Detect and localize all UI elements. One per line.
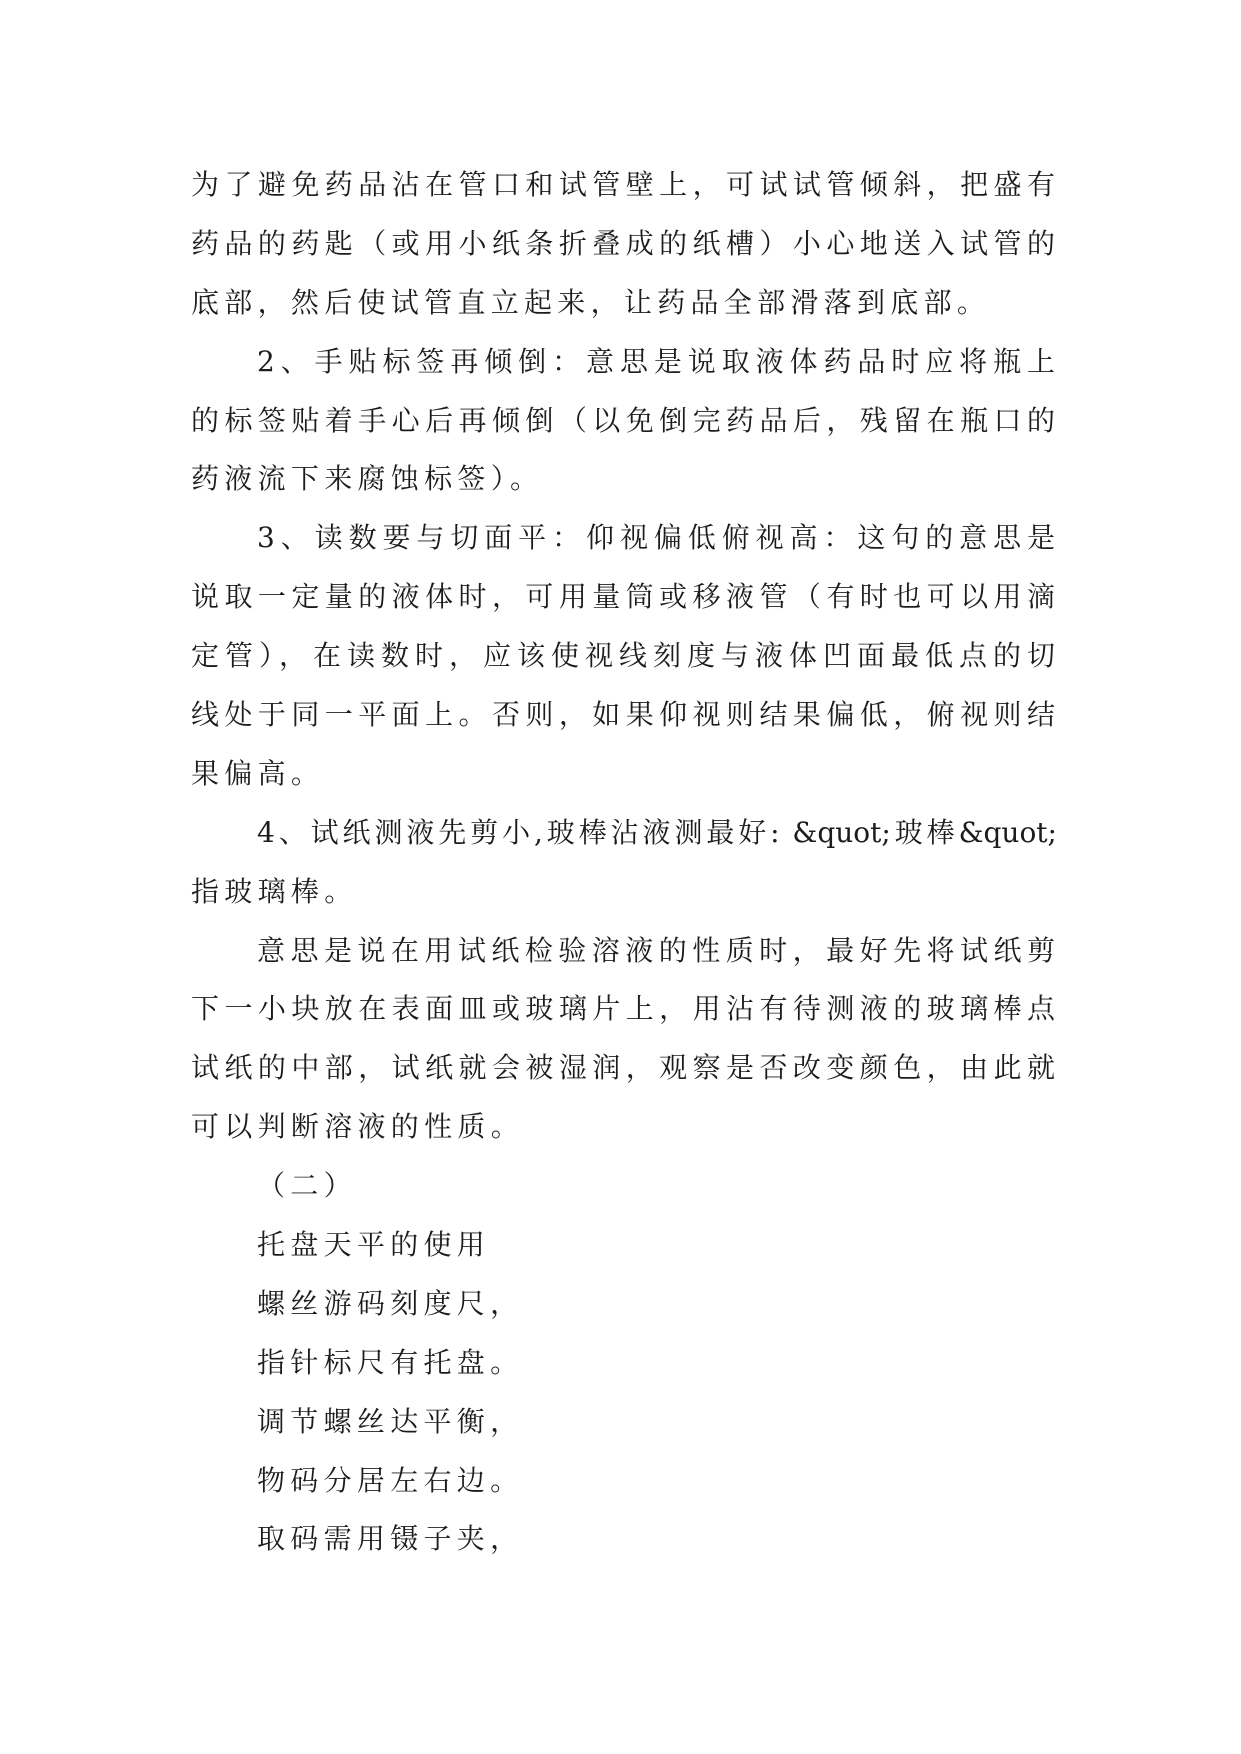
verse-title: 托盘天平的使用 bbox=[257, 1228, 491, 1262]
text-line: 为了避免药品沾在管口和试管壁上，可试试管倾斜，把盛有 bbox=[191, 168, 1057, 201]
paragraph-rule-3 bbox=[191, 509, 1057, 803]
verse-line: 调节螺丝达平衡， bbox=[257, 1404, 524, 1438]
paragraph-test-tube-loading bbox=[191, 156, 1057, 333]
text-line: 下一小块放在表面皿或玻璃片上，用沾有待测液的玻璃棒点 bbox=[191, 992, 1057, 1026]
text-line: 的标签贴着手心后再倾倒（以免倒完药品后，残留在瓶口的 bbox=[191, 403, 1057, 437]
text-line: 定管），在读数时，应该使视线刻度与液体凹面最低点的切 bbox=[191, 639, 1057, 673]
verse-line: 取码需用镊子夹， bbox=[257, 1522, 524, 1556]
paragraph-rule-2 bbox=[191, 333, 1057, 510]
text-line: 2、手贴标签再倾倒：意思是说取液体药品时应将瓶上 bbox=[257, 344, 1057, 378]
verse-block bbox=[191, 1216, 1057, 1569]
verse-line: 螺丝游码刻度尺， bbox=[257, 1286, 524, 1320]
text-line: 线处于同一平面上。否则，如果仰视则结果偏低，俯视则结 bbox=[191, 698, 1057, 732]
text-line: 底部，然后使试管直立起来，让药品全部滑落到底部。 bbox=[191, 285, 991, 319]
paragraph-rule-4 bbox=[191, 804, 1057, 922]
verse-line: 物码分居左右边。 bbox=[257, 1463, 524, 1497]
text-line: 3、读数要与切面平：仰视偏低俯视高：这句的意思是 bbox=[257, 521, 1057, 555]
paragraph-test-paper-explanation bbox=[191, 922, 1057, 1158]
text-line: 4、试纸测液先剪小,玻棒沾液测最好: &quot;玻棒&quot; bbox=[257, 815, 1057, 849]
text-line: 药品的药匙（或用小纸条折叠成的纸槽）小心地送入试管的 bbox=[191, 226, 1057, 260]
text-line: 药液流下来腐蚀标签）。 bbox=[191, 462, 544, 496]
section-heading: （二） bbox=[257, 1169, 357, 1203]
text-line: 试纸的中部，试纸就会被湿润，观察是否改变颜色，由此就 bbox=[191, 1051, 1057, 1085]
text-line: 果偏高。 bbox=[191, 756, 325, 790]
text-line: 指玻璃棒。 bbox=[191, 874, 358, 908]
text-line: 说取一定量的液体时，可用量筒或移液管（有时也可以用滴 bbox=[191, 580, 1057, 614]
text-line: 意思是说在用试纸检验溶液的性质时，最好先将试纸剪 bbox=[257, 933, 1057, 967]
document-page bbox=[191, 156, 1057, 1569]
text-line: 可以判断溶液的性质。 bbox=[191, 1110, 525, 1144]
verse-line: 指针标尺有托盘。 bbox=[257, 1345, 524, 1379]
